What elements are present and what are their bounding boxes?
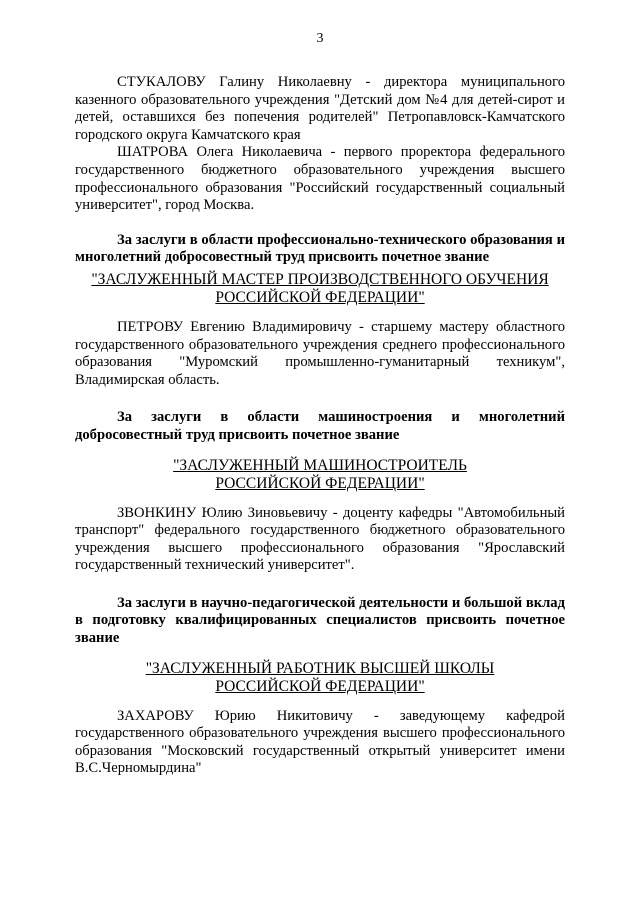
honorary-title-line1: "ЗАСЛУЖЕННЫЙ РАБОТНИК ВЫСШЕЙ ШКОЛЫ: [145, 659, 495, 677]
section-heading-higher-school: За заслуги в научно-педагогической деятельности и большой вклад в подготовку квалифицированных специалистов присвоить почетное звание: [75, 594, 565, 647]
honorary-title-line1: "ЗАСЛУЖЕННЫЙ МАСТЕР ПРОИЗВОДСТВЕННОГО ОБУЧЕНИЯ: [91, 270, 549, 288]
page-number: 3: [316, 31, 324, 46]
honorary-title-line2: РОССИЙСКОЙ ФЕДЕРАЦИИ": [215, 677, 425, 695]
award-paragraph-petrov: ПЕТРОВУ Евгению Владимировичу - старшему мастеру областного государственного образовательного учреждения среднего профессионального образования "Муромский промышленно-гуманитарный техникум", Владимирская область.: [75, 318, 565, 388]
award-paragraph-zakharov: ЗАХАРОВУ Юрию Никитовичу - заведующему кафедрой государственного образовательного учреждения высшего профессионального образования "Московский государственный открытый университет имени В.С.Черномырдина": [75, 707, 565, 777]
section-heading-machine-building: За заслуги в области машиностроения и многолетний добросовестный труд присвоить почетное звание: [75, 409, 565, 443]
award-paragraph-stukalova: СТУКАЛОВУ Галину Николаевну - директора муниципального казенного образовательного учреждения "Детский дом №4 для детей-сирот и детей, оставшихся без попечения родителей" Петропавловск-Камчатского городского округа Камчатского края: [75, 74, 565, 143]
award-paragraph-shatrov: ШАТРОВА Олега Николаевича - первого проректора федерального государственного бюджетного образовательного учреждения высшего профессионального образования "Российский государственный социальный университет", город Москва.: [75, 144, 565, 214]
document-body: [75, 74, 565, 778]
award-paragraph-zvonkin: ЗВОНКИНУ Юлию Зиновьевичу - доценту кафедры "Автомобильный транспорт" федерального государственного бюджетного образовательного учреждения высшего профессионального образования "Ярославский государственный технический университет".: [75, 504, 565, 574]
honorary-title-line2: РОССИЙСКОЙ ФЕДЕРАЦИИ": [215, 474, 425, 492]
honorary-title-line2: РОССИЙСКОЙ ФЕДЕРАЦИИ": [215, 288, 425, 306]
section-heading-vocational: За заслуги в области профессионально-технического образования и многолетний добросовестный труд присвоить почетное звание: [75, 231, 565, 266]
honorary-title-line1: "ЗАСЛУЖЕННЫЙ МАШИНОСТРОИТЕЛЬ: [173, 456, 467, 474]
